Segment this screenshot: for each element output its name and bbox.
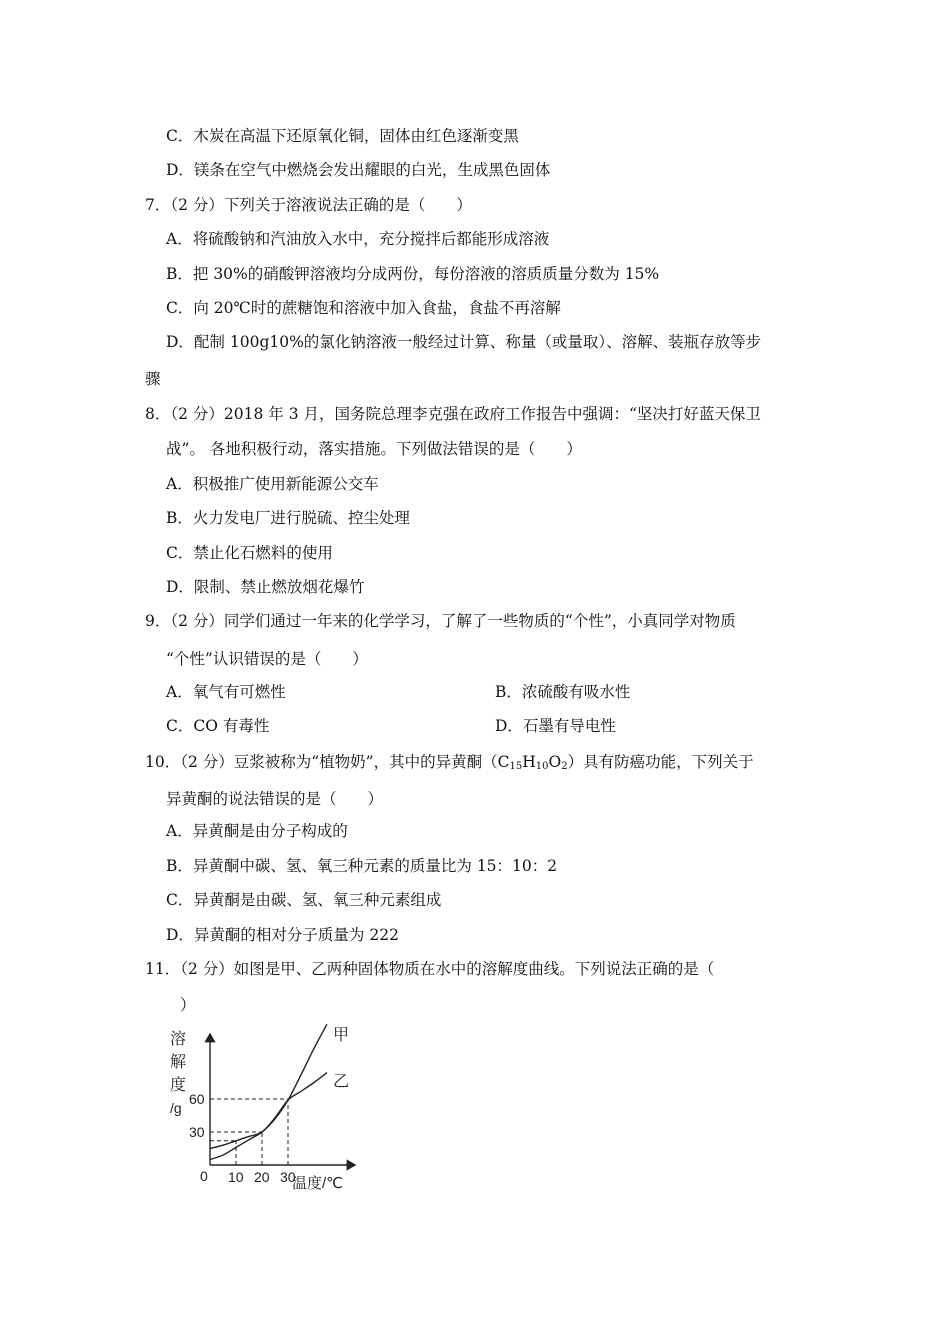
series-label-1: 甲 — [333, 1027, 350, 1045]
q10-option-a: A．异黄酮是由分子构成的 — [166, 822, 348, 840]
q9-option-c: C．CO 有毒性 — [166, 717, 270, 735]
y-tick-label-30: 30 — [189, 1124, 205, 1140]
q7-stem: 7．（2 分）下列关于溶液说法正确的是（ ） — [145, 196, 472, 214]
x-tick-label-30: 30 — [280, 1169, 296, 1185]
curve-series-1 — [210, 1024, 327, 1159]
q8-option-a: A．积极推广使用新能源公交车 — [166, 475, 379, 493]
curve-series-2 — [210, 1073, 327, 1149]
q9-stem-continued: “个性”认识错误的是（ ） — [166, 650, 368, 668]
q9-stem: 9．（2 分）同学们通过一年来的化学学习，了解了一些物质的“个性”，小真同学对物质 — [145, 612, 736, 630]
q10-stem-continued: 异黄酮的说法错误的是（ ） — [166, 790, 384, 808]
y-tick-label-60: 60 — [189, 1091, 205, 1107]
q6-option-d: D．镁条在空气中燃烧会发出耀眼的白光，生成黑色固体 — [166, 161, 551, 179]
q8-option-c: C．禁止化石燃料的使用 — [166, 544, 333, 562]
q11-stem: 11．（2 分）如图是甲、乙两种固体物质在水中的溶解度曲线。下列说法正确的是（ — [145, 960, 715, 978]
q10-stem — [145, 752, 754, 772]
y-axis-label-part-1: 解 — [170, 1054, 187, 1071]
q8-stem-continued: 战”。 各地积极行动，落实措施。下列做法错误的是（ ） — [166, 440, 582, 458]
y-axis-label-part-3: /g — [170, 1100, 182, 1116]
q10-option-c: C．异黄酮是由碳、氢、氧三种元素组成 — [166, 891, 442, 909]
x-tick-label-20: 20 — [254, 1169, 270, 1185]
q8-stem: 8．（2 分）2018 年 3 月，国务院总理李克强在政府工作报告中强调：“坚决打好蓝天保卫 — [145, 405, 761, 423]
x-axis-label: 温度/℃ — [292, 1175, 344, 1192]
q7-option-d-continued: 骤 — [145, 370, 161, 388]
q6-option-c: C．木炭在高温下还原氧化铜，固体由红色逐渐变黑 — [166, 127, 519, 145]
q10-stem-pre: 10．（2 分）豆浆被称为“植物奶”，其中的异黄酮（ — [145, 753, 498, 771]
q7-option-d: D．配制 100g10%的氯化钠溶液一般经过计算、称量（或量取）、溶解、装瓶存放等步 — [166, 333, 762, 351]
q11-stem-continued: ） — [180, 996, 196, 1014]
q9-option-b: B．浓硫酸有吸水性 — [495, 683, 631, 701]
q8-option-d: D．限制、禁止燃放烟花爆竹 — [166, 578, 365, 596]
q10-option-b: B．异黄酮中碳、氢、氧三种元素的质量比为 15：10：2 — [166, 857, 558, 875]
q7-option-b: B．把 30%的硝酸钾溶液均分成两份，每份溶液的溶质质量分数为 15% — [166, 265, 660, 283]
q9-option-d: D．石墨有导电性 — [495, 717, 616, 735]
x-tick-label-10: 10 — [228, 1169, 244, 1185]
q7-option-a: A．将硫酸钠和汽油放入水中，充分搅拌后都能形成溶液 — [166, 230, 550, 248]
solubility-chart — [160, 1022, 370, 1194]
origin-label: 0 — [200, 1168, 208, 1184]
series-label-2: 乙 — [333, 1073, 350, 1091]
q9-option-a: A．氧气有可燃性 — [166, 683, 286, 701]
q8-option-b: B．火力发电厂进行脱硫、控尘处理 — [166, 509, 410, 527]
q10-option-d: D．异黄酮的相对分子质量为 222 — [166, 926, 399, 944]
q7-option-c: C．向 20℃时的蔗糖饱和溶液中加入食盐，食盐不再溶解 — [166, 299, 561, 317]
q10-formula: $C_{15}H_{10}O_2$ — [497, 753, 568, 772]
y-axis-label-part-0: 溶 — [170, 1031, 187, 1048]
y-axis-label-part-2: 度 — [170, 1077, 187, 1094]
q10-stem-post: ）具有防癌功能，下列关于 — [567, 753, 754, 771]
